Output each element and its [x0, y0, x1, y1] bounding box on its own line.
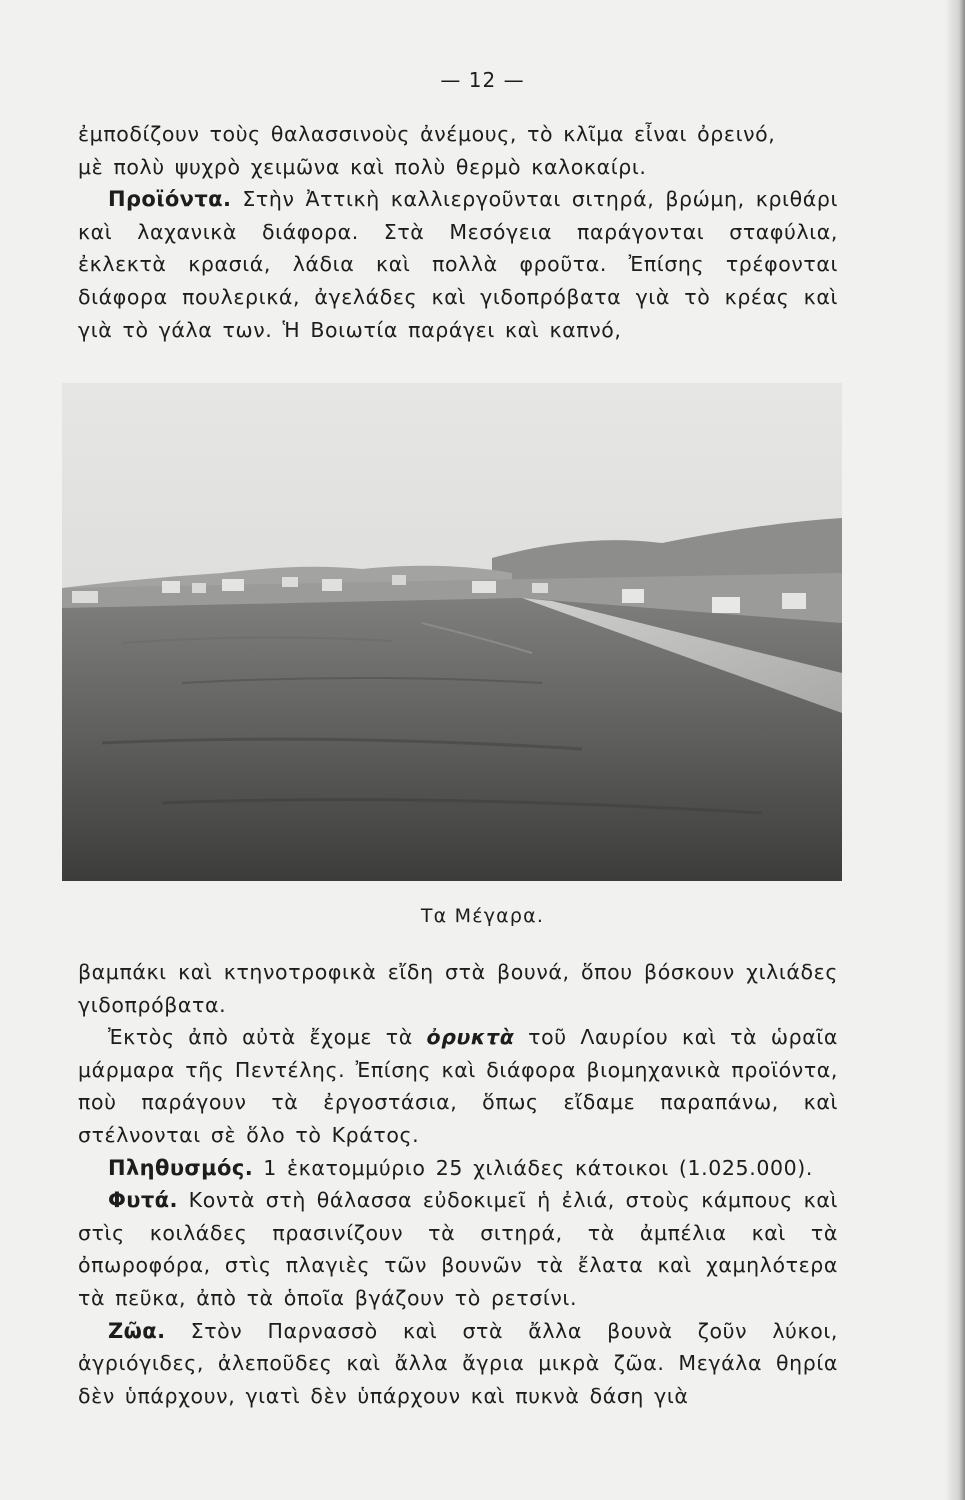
- paragraph-minerals: [78, 1021, 838, 1151]
- text-line: ἐμποδίζουν τοὺς θαλασσινοὺς ἀνέμους, τὸ κλῖμα εἶναι ὀρεινό,: [78, 122, 776, 146]
- paragraph-cotton: [78, 956, 838, 1021]
- products-heading: Προϊόντα.: [108, 187, 232, 212]
- population-text: 1 ἑκατομμύριο 25 χιλιάδες κάτοικοι (1.025.000).: [263, 1155, 813, 1180]
- minerals-text-end: τοῦ Λαυρίου καὶ τὰ ὡραῖα μάρμαρα τῆς Πεντέλης. Ἐπίσης καὶ διάφορα βιομηχανικὰ προϊόντα, ποὺ παράγουν τὰ ἐργοστάσια, ὅπως εἴδαμε παραπάνω, καὶ στέλνονται σὲ ὅλο τὸ Κράτος.: [78, 1025, 838, 1147]
- paragraph-plants: [78, 1184, 838, 1314]
- paragraph-animals: [78, 1315, 838, 1413]
- paragraph-climate: [78, 118, 838, 183]
- population-heading: Πληθυσμός.: [108, 1155, 254, 1180]
- cotton-text: βαμπάκι καὶ κτηνοτροφικὰ εἴδη στὰ βουνά, ὅπου βόσκουν χιλιάδες γιδοπρόβατα.: [78, 960, 838, 1017]
- bottom-text-block: [78, 956, 838, 1412]
- page-number: — 12 —: [440, 68, 525, 92]
- animals-heading: Ζῶα.: [108, 1318, 166, 1343]
- megara-photograph: [62, 383, 842, 881]
- paragraph-products: [78, 183, 838, 346]
- minerals-text-start: Ἐκτὸς ἀπὸ αὐτὰ ἔχομε τὰ: [108, 1025, 413, 1050]
- products-text: Στὴν Ἀττικὴ καλλιεργοῦνται σιτηρά, βρώμη, κριθάρι καὶ λαχανικὰ διάφορα. Στὰ Μεσόγεια παράγονται σταφύλια, ἐκλεκτὰ κρασιά, λάδια καὶ πολλὰ φροῦτα. Ἐπίσης τρέφονται διάφορα πουλερικά, ἀγελάδες καὶ γιδοπρόβατα γιὰ τὸ κρέας καὶ γιὰ τὸ γάλα των. Ἡ Βοιωτία παράγει καὶ καπνό,: [78, 187, 838, 342]
- plants-text: Κοντὰ στὴ θάλασσα εὐδοκιμεῖ ἡ ἐλιά, στοὺς κάμπους καὶ στὶς κοιλάδες πρασινίζουν τὰ σιτηρά, τὰ ἀμπέλια καὶ τὰ ὀπωροφόρα, στὶς πλαγιὲς τῶν βουνῶν τὰ ἔλατα καὶ χαμηλότερα τὰ πεῦκα, ἀπὸ τὰ ὁποῖα βγάζουν τὸ ρετσίνι.: [78, 1188, 838, 1310]
- top-text-block: [78, 118, 838, 346]
- text-line: μὲ πολὺ ψυχρὸ χειμῶνα καὶ πολὺ θερμὸ καλοκαίρι.: [78, 154, 647, 179]
- photo-caption: Τα Μέγαρα.: [420, 905, 545, 927]
- page-edge-shadow: [945, 0, 965, 1500]
- plants-heading: Φυτά.: [108, 1188, 178, 1213]
- paragraph-population: [78, 1152, 838, 1185]
- minerals-emphasis: ὀρυκτὰ: [426, 1025, 515, 1050]
- animals-text: Στὸν Παρνασσὸ καὶ στὰ ἄλλα βουνὰ ζοῦν λύκοι, ἀγριόγιδες, ἀλεποῦδες καὶ ἄλλα ἄγρια μικρὰ ζῶα. Μεγάλα θηρία δὲν ὑπάρχουν, γιατὶ δὲν ὑπάρχουν καὶ πυκνὰ δάση γιὰ: [78, 1318, 839, 1408]
